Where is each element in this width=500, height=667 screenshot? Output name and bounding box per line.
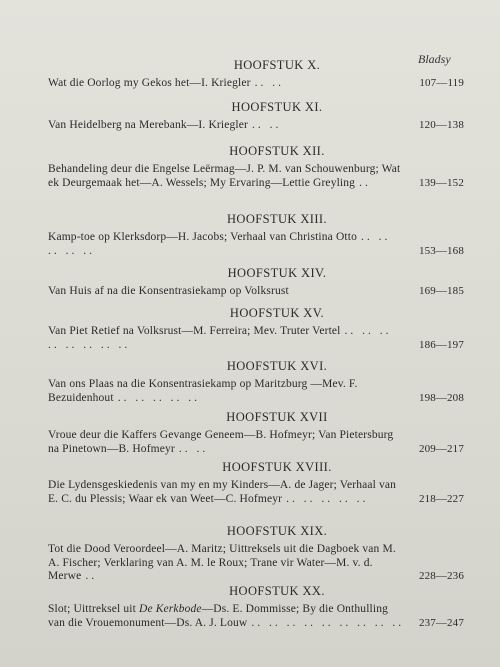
leader-dots: .. .. .. .. .. .. .. .. [48, 325, 392, 351]
page-column-label: Bladsy [418, 52, 451, 66]
leader-dots: .. .. .. .. .. [117, 391, 200, 404]
chapter-xvii [48, 410, 464, 456]
entry-text-continued: —Ds. E. Dommisse; By die Onthulling van die Vrouemonument—Ds. A. J. Louw [48, 603, 389, 629]
entry-text: Behandeling deur die Engelse Leërmag—J. P. M. van Schouwenburg; Wat ek Deurgemaak het—A. Wessels; My Ervaring—Lettie Greyling [48, 163, 401, 189]
page-range: 139—152 [418, 176, 464, 189]
chapter-xiv [48, 266, 464, 299]
chapter-xviii [48, 460, 464, 506]
chapter-heading: HOOFSTUK XII. [229, 144, 325, 158]
chapter-heading: HOOFSTUK XV. [229, 306, 325, 320]
entry-text: Van ons Plaas na die Konsentrasiekamp op Maritzburg —Mev. F. Bezuidenhout [48, 378, 358, 404]
chapter-xiii [48, 212, 464, 258]
chapter-entry [48, 543, 464, 584]
page-range: 209—217 [418, 442, 464, 455]
chapter-x [48, 58, 464, 91]
entry-text: Vroue deur die Kaffers Gevange Geneem—B. Hofmeyr; Van Pietersburg na Pinetown—B. Hofmeyr [48, 429, 394, 455]
chapter-xii [48, 144, 464, 190]
chapter-heading: HOOFSTUK XI. [231, 100, 323, 114]
entry-text: Die Lydensgeskiedenis van my en my Kinders—A. de Jager; Verhaal van E. C. du Plessis; Waar ek van Weet—C. Hofmeyr [48, 479, 397, 505]
chapter-heading: HOOFSTUK XVIII. [222, 460, 332, 474]
page-range: 120—138 [418, 119, 464, 131]
chapter-xix [48, 524, 464, 584]
chapter-entry [48, 378, 464, 405]
chapter-heading: HOOFSTUK XX. [229, 584, 325, 598]
leader-dots: .. .. [254, 77, 284, 89]
page-range: 153—168 [418, 244, 464, 257]
chapter-entry [48, 119, 464, 133]
chapter-xvi [48, 359, 464, 405]
chapter-entry [48, 603, 464, 630]
chapter-entry [48, 285, 464, 299]
entry-text: Van Heidelberg na Merebank—I. Kriegler [48, 119, 248, 131]
entry-text: Van Huis af na die Konsentrasiekamp op Volksrust [48, 285, 289, 297]
chapter-xv [48, 306, 464, 352]
page-range: 237—247 [418, 616, 464, 629]
chapter-xx [48, 584, 464, 630]
chapter-heading: HOOFSTUK XIV. [227, 266, 327, 280]
page-range: 228—236 [418, 570, 464, 582]
chapter-entry [48, 325, 464, 352]
chapter-entry [48, 77, 464, 91]
leader-dots: .. .. .. .. .. .. .. .. .. [251, 616, 405, 629]
chapter-xi [48, 100, 464, 133]
leader-dots: .. .. .. .. .. [48, 231, 391, 257]
entry-text: Van Piet Retief na Volksrust—M. Ferreira; Mev. Truter Vertel [48, 325, 341, 337]
leader-dots: .. [359, 176, 371, 189]
leader-dots: .. [85, 570, 98, 582]
chapter-entry [48, 231, 464, 258]
chapter-entry [48, 163, 464, 190]
page-range: 186—197 [418, 338, 464, 351]
entry-text: Kamp-toe op Klerksdorp—H. Jacobs; Verhaal van Christina Otto [48, 231, 358, 243]
chapter-heading: HOOFSTUK XIII. [226, 212, 328, 226]
entry-text: Wat die Oorlog my Gekos het—I. Kriegler [48, 77, 251, 89]
chapter-heading: HOOFSTUK XIX. [226, 524, 328, 538]
chapter-heading: HOOFSTUK XVI. [226, 359, 328, 373]
entry-text: Slot; Uittreksel uit [48, 603, 139, 615]
page-range: 198—208 [418, 391, 464, 404]
chapter-heading: HOOFSTUK X. [233, 58, 321, 72]
page-range: 218—227 [418, 492, 464, 505]
leader-dots: .. .. [251, 119, 282, 131]
entry-text: Tot die Dood Veroordeel—A. Maritz; Uittreksels uit die Dagboek van M. A. Fischer; Verklaring van A. M. le Roux; Trane vir Water—M. v. d. Merwe [48, 543, 396, 582]
leader-dots: .. .. [178, 442, 209, 455]
chapter-heading: HOOFSTUK XVII [226, 410, 328, 424]
entry-text-italic: De Kerkbode [139, 603, 202, 615]
chapter-entry [48, 429, 464, 456]
chapter-entry [48, 479, 464, 506]
leader-dots: .. .. .. .. .. [286, 492, 369, 505]
page-range: 107—119 [419, 77, 464, 89]
page-range: 169—185 [418, 285, 464, 297]
